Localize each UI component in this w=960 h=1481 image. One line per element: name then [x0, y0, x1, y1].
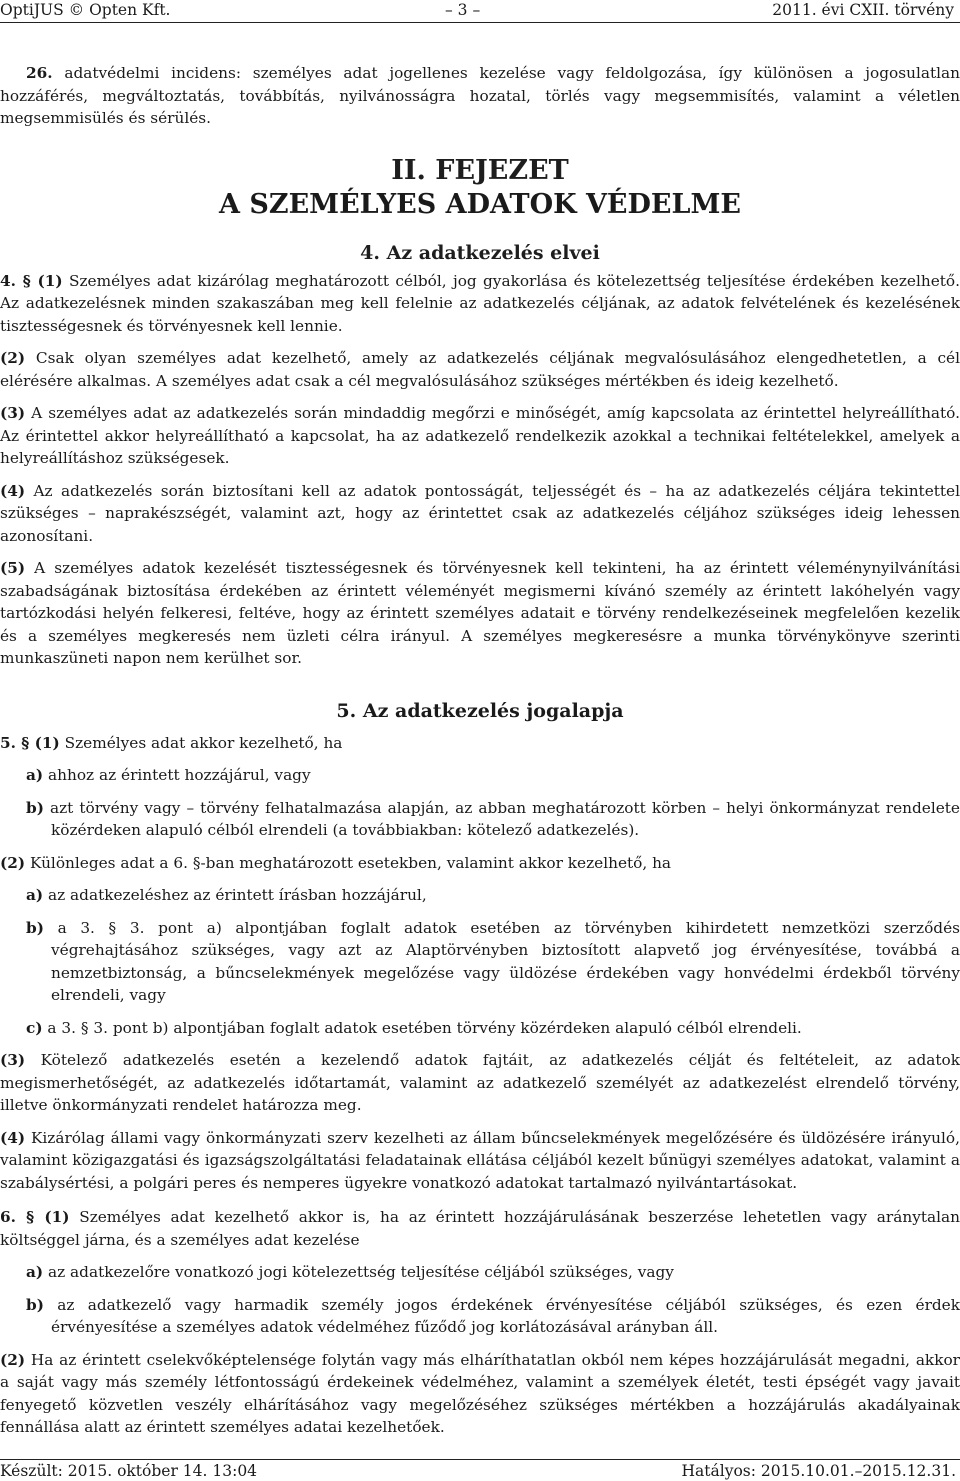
paragraph-text: Különleges adat a 6. §-ban meghatározott esetekben, valamint akkor kezelhető, ha [25, 853, 672, 872]
paragraph-number: 6. § (1) [0, 1208, 70, 1226]
header-page-number: – 3 – [445, 1, 481, 19]
paragraph-text: Az adatkezelés során biztosítani kell az adatok pontosságát, teljességét és – ha az adatkezelés céljára tekintettel szükséges – naprakészségét, valamint azt, hogy az érintettet csak az adatkezelés céljához szükséges ideig lehessen azonosítani. [0, 481, 960, 545]
point-text: ahhoz az érintett hozzájárul, vagy [43, 766, 311, 784]
paragraph-number: (2) [0, 1350, 26, 1369]
paragraph-number: (3) [0, 404, 26, 422]
point-6-1-a [26, 1261, 960, 1284]
point-letter: b) [26, 918, 44, 937]
paragraph-4-5 [0, 557, 960, 670]
point-5-2-c [26, 1017, 960, 1040]
paragraph-number: (4) [0, 1128, 26, 1147]
point-letter: b) [26, 798, 44, 817]
section-5-heading: 5. Az adatkezelés jogalapja [336, 699, 624, 722]
paragraph-number: 4. § (1) [0, 271, 63, 290]
footer-effective-period: Hatályos: 2015.10.01.–2015.12.31. [681, 1462, 956, 1480]
paragraph-text: Ha az érintett cselekvőképtelensége folytán vagy más elháríthatatlan okból nem képes hozzájárulását megadni, akkor a saját vagy más személy létfontosságú érdekeinek védelméhez, valamint a személyek életét, testi épségét vagy javait fenyegető közvetlen veszély elhárításához vagy megelőzéséhez szükséges mértékben a hozzájárulás akadályainak fennállása alatt az érintett személyes adatai kezelhetőek. [0, 1350, 960, 1436]
point-5-1-b [26, 797, 960, 842]
paragraph-4-3 [0, 402, 960, 470]
definition-number: 26. [26, 64, 53, 82]
paragraph-6-2 [0, 1349, 960, 1439]
footer-created-date: Készült: 2015. október 14. 13:04 [0, 1462, 258, 1480]
paragraph-number: 5. § (1) [0, 733, 60, 752]
point-text: az adatkezeléshez az érintett írásban hozzájárul, [43, 886, 427, 904]
paragraph-number: (5) [0, 559, 26, 577]
header-publisher: OptiJUS © Opten Kft. [0, 1, 171, 19]
point-5-1-a [26, 764, 960, 787]
page-footer [0, 1462, 960, 1481]
paragraph-5-1 [0, 732, 960, 755]
paragraph-number: (2) [0, 853, 26, 872]
section-4-heading: 4. Az adatkezelés elvei [360, 241, 600, 264]
document-body [0, 62, 960, 1439]
footer-rule [0, 1459, 960, 1460]
page-header [0, 0, 960, 22]
paragraph-text: Személyes adat kizárólag meghatározott célból, jog gyakorlása és kötelezettség teljesítése érdekében kezelhető. Az adatkezelésnek minden szakaszában meg kell felelnie az adatkezelés céljának, az adatok felvételének és kezelésének tisztességesnek és törvényesnek kell lennie. [0, 271, 960, 335]
point-text: azt törvény vagy – törvény felhatalmazása alapján, az abban meghatározott körben – helyi önkormányzat rendelete közérdeken alapuló célból elrendeli (a továbbiakban: kötelező adatkezelés). [43, 798, 960, 839]
point-letter: b) [26, 1295, 44, 1314]
chapter-title: A SZEMÉLYES ADATOK VÉDELME [219, 188, 741, 220]
paragraph-text: Személyes adat kezelhető akkor is, ha az érintett hozzájárulásának beszerzése lehetetlen vagy aránytalan költséggel járna, és a személyes adat kezelése [0, 1208, 960, 1249]
paragraph-number: (3) [0, 1051, 26, 1069]
paragraph-4-2 [0, 347, 960, 392]
point-letter: a) [26, 1263, 44, 1281]
point-letter: a) [26, 766, 44, 784]
point-letter: c) [26, 1018, 43, 1037]
paragraph-text: Személyes adat akkor kezelhető, ha [59, 733, 343, 752]
chapter-heading: II. FEJEZET [391, 154, 569, 186]
paragraph-5-4 [0, 1127, 960, 1195]
paragraph-4-4 [0, 480, 960, 548]
paragraph-5-3 [0, 1049, 960, 1117]
paragraph-number: (2) [0, 349, 26, 367]
point-5-2-b [26, 917, 960, 1007]
paragraph-4-1 [0, 270, 960, 338]
header-rule [0, 22, 960, 23]
paragraph-text: A személyes adatok kezelését tisztességesnek és törvényesnek kell tekinteni, ha az érintett véleménynyilvánítási szabadságának biztosítása érdekében az érintett véleményét megismerni kívánó személy az érintett lakóhelyén vagy tartózkodási helyén felkeresi, feltéve, hogy az érintett személyes adatait e törvény rendelkezéseinek megfelelően kezelik és a személyes megkeresés nem üzleti célra irányul. A személyes megkeresésre a munka törvénykönyve szerinti munkaszüneti napon nem kerülhet sor. [0, 559, 960, 667]
paragraph-text: Csak olyan személyes adat kezelhető, amely az adatkezelés céljának megvalósulásához elengedhetetlen, a cél elérésére alkalmas. A személyes adat csak a cél megvalósulásához szükséges mértékben és ideig kezelhető. [0, 349, 960, 390]
point-text: az adatkezelő vagy harmadik személy jogos érdekének érvényesítése céljából szükséges, és ezen érdek érvényesítése a személyes adatok védelméhez fűződő jog korlátozásával arányban áll. [43, 1295, 960, 1336]
definition-text: adatvédelmi incidens: személyes adat jogellenes kezelése vagy feldolgozása, így különösen a jogosulatlan hozzáférés, megváltoztatás, továbbítás, nyilvánosságra hozatal, törlés vagy megsemmisítés, valamint a véletlen megsemmisülés és sérülés. [0, 64, 960, 127]
paragraph-text: A személyes adat az adatkezelés során mindaddig megőrzi e minőségét, amíg kapcsolata az érintettel helyreállítható. Az érintettel akkor helyreállítható a kapcsolat, ha az adatkezelő rendelkezik azokkal a technikai feltételekkel, amelyek a helyreállításhoz szükségesek. [0, 404, 960, 467]
paragraph-text: Kötelező adatkezelés esetén a kezelendő adatok fajtáit, az adatkezelés célját és feltételeit, az adatok megismerhetőségét, az adatkezelés időtartamát, valamint az adatkezelő személyét az adatkezelést elrendelő törvény, illetve önkormányzati rendelet határozza meg. [0, 1051, 960, 1114]
point-letter: a) [26, 886, 44, 904]
paragraph-number: (4) [0, 481, 26, 500]
point-text: az adatkezelőre vonatkozó jogi kötelezettség teljesítése céljából szükséges, vagy [43, 1263, 674, 1281]
point-text: a 3. § 3. pont a) alpontjában foglalt adatok esetében az törvényben kihirdetett nemzetközi szerződés végrehajtásához szükséges, vagy azt az Alaptörvényben biztosított alapvető jog érvényesítése, továbbá a nemzetbiztonság, a bűncselekmények megelőzése vagy üldözése érdekében vagy honvédelmi érdekből törvény elrendeli, vagy [43, 918, 960, 1004]
point-6-1-b [26, 1294, 960, 1339]
paragraph-5-2 [0, 852, 960, 875]
header-law-title: 2011. évi CXII. törvény [772, 1, 954, 19]
point-text: a 3. § 3. pont b) alpontjában foglalt adatok esetében törvény közérdeken alapuló célból elrendeli. [42, 1018, 802, 1037]
paragraph-text: Kizárólag állami vagy önkormányzati szerv kezelheti az állam bűncselekmények megelőzésére és üldözésére irányuló, valamint közigazgatási és igazságszolgáltatási feladatainak ellátása céljából kezelt bűnügyi személyes adatokat, valamint a szabálysértési, a polgári peres és nemperes ügyekre vonatkozó adatokat tartalmazó nyilvántartásokat. [0, 1128, 960, 1192]
definition-26 [0, 62, 960, 130]
point-5-2-a [26, 884, 960, 907]
paragraph-6-1 [0, 1206, 960, 1251]
